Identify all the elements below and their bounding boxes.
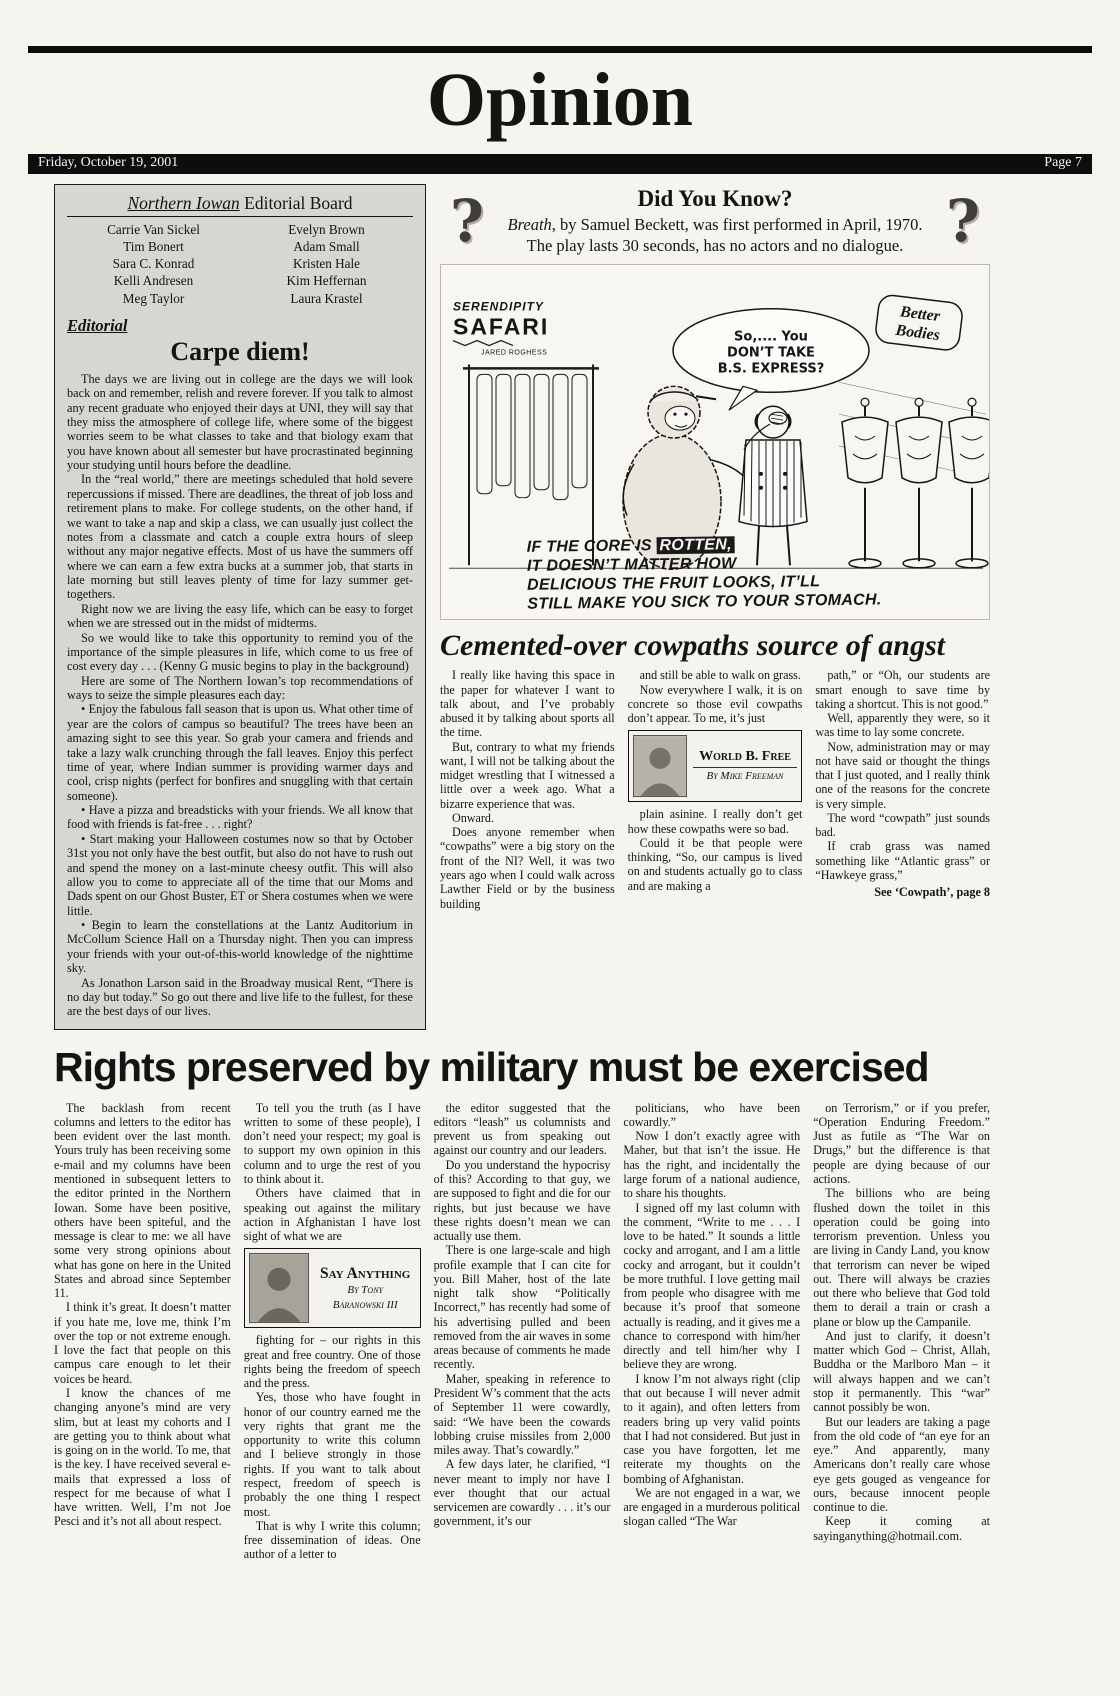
article-paragraph: the editor suggested that the editors “leash” us columnists and prevent us from speaking out against our country and our leaders. <box>433 1100 611 1158</box>
article-paragraph: I think it’s great. It doesn’t matter if you hate me, love me, think I’m over the top or not extreme enough. I love the fact that people on this campus care enough to let their voices be heard. <box>54 1300 231 1386</box>
cowpath-article <box>440 629 990 911</box>
svg-text:SERENDIPITY: SERENDIPITY <box>453 300 544 314</box>
article-paragraph: The billions who are being flushed down the toilet in this operation could be going into terrorism prevention. Unless you are living in Candy Land, you know that terrorism can never be wiped out. There will always be crazies out there who believe that God told them to derail a train or crash a plane or blow up the Campanile. <box>813 1186 990 1329</box>
did-you-know-title: Did You Know? <box>637 186 793 211</box>
column-title: World B. Free <box>699 749 791 765</box>
article-paragraph: If crab grass was named something like “Atlantic grass” or “Hawkeye grass,” <box>815 839 991 882</box>
cowpath-column-1 <box>440 668 615 911</box>
article-paragraph: Now, administration may or may not have said or thought the things that I just quoted, and I really think one of the reasons for the concrete is very simple. <box>815 739 991 811</box>
article-paragraph: Onward. <box>452 810 494 825</box>
svg-text:SAFARI: SAFARI <box>453 313 550 340</box>
date-bar <box>28 154 1092 174</box>
column-byline: By Mike Freeman <box>693 767 798 783</box>
did-you-know-body: , by Samuel Beckett, was first performed in April, 1970. The play lasts 30 seconds, has no actors and no dialogue. <box>526 215 923 255</box>
article-paragraph: Does anyone remember when “cowpaths” were a big story on the front of the NI? Well, it was two years ago when I could walk across Lawther Field or by the business building <box>440 825 615 911</box>
article-paragraph: But, contrary to what my friends want, I will not be talking about the midget wrestling that I witnessed a little over a week ago. What a bizarre experience that was. <box>440 739 615 811</box>
column-byline: By Tony <box>347 1283 383 1296</box>
article-paragraph: That is why I write this column; free dissemination of ideas. One author of a letter to <box>243 1518 421 1562</box>
board-members-right <box>240 221 413 307</box>
board-member: Kelli Andresen <box>113 273 194 289</box>
editorial-paragraph: In the “real world,” there are meetings scheduled that hold severe repercussions if missed. There are deadlines, the threat of job loss and retirement plans to make. For college students, on the other hand, if we want to take a nap and skip a class, we can usually just collect the notes from a classmate and catch a couple extra hours of sleep without any major negative effects. Most of us have the summers off where we can earn a few extra bucks at a summer job, that starts in late morning but still leaves plenty of time for lazy summer get-togethers. <box>67 472 413 602</box>
article-paragraph: A few days later, he clarified, “I never meant to imply nor have I ever thought that our actual servicemen are cowardly . . . it’s our government, it’s our <box>433 1457 611 1529</box>
article-paragraph: Now everywhere I walk, it is on concrete so those evil cowpaths don’t appear. To me, it’s just <box>627 682 803 726</box>
cartoon-caption <box>527 533 988 614</box>
right-column <box>440 184 990 911</box>
columnist-credit <box>693 749 798 784</box>
editorial-paragraph: • Begin to learn the constellations at the Lantz Auditorium in McCollum Science Hall on a Thursday night. Then you can impress your friends with your out-of-this-world knowledge of the nighttime sky. <box>67 918 413 976</box>
editorial-paragraph: • Start making your Halloween costumes now so that by October 31st you not only have the best outfit, but also do not have to rush out and spend the money on a last-minute cheesy outfit. This will also allow you to come to appreciate all of the time that our Moms and Dads spent on our Ghost Buster, ET or Shera costumes when we were little. <box>67 831 413 918</box>
editorial-paragraph: As Jonathon Larson said in the Broadway musical Rent, “There is no day but today.” So go out there and live life to the fullest, for these are the best days of our lives. <box>67 975 413 1019</box>
board-title-rest: Editorial Board <box>239 193 353 213</box>
work-title: Breath <box>507 215 552 234</box>
section-title: Opinion <box>426 58 694 142</box>
board-member: Meg Taylor <box>122 290 185 306</box>
top-rule <box>28 46 1092 53</box>
editorial-kicker: Editorial <box>67 315 128 335</box>
upper-section <box>54 184 990 1030</box>
column-text <box>628 668 803 725</box>
caption-line: IT DOESN’T MATTER HOW <box>526 554 737 575</box>
board-member: Laura Krastel <box>290 290 363 306</box>
article-paragraph: I signed off my last column with the comment, “Write to me . . . I love to be hated.” It sounds a little cocky and arrogant, and I am a little cocky and arrogant, but it couldn’t be more truthful. I love getting mail from people who disagree with me because it’s proof that someone actually is reading, and it gives me a chance to correspond with him/her directly and tell him/her why I believe they are wrong. <box>623 1200 801 1372</box>
article-paragraph: plain asinine. I really don’t get how these cowpaths were so bad. <box>627 807 803 836</box>
svg-text:So,.... You: So,.... You <box>734 329 808 345</box>
article-paragraph: Could it be that people were thinking, “So, our campus is lived on and students actually go to class and are making a <box>627 835 803 893</box>
svg-text:Better: Better <box>899 303 941 326</box>
board-member: Kristen Hale <box>292 256 360 272</box>
shop-sign <box>874 294 963 352</box>
caption-line: STILL MAKE YOU SICK TO YOUR STOMACH. <box>527 590 882 613</box>
article-paragraph: Others have claimed that in speaking out against the military action in Afghanistan I have lost sight of what we are <box>243 1186 421 1244</box>
svg-text:Bodies: Bodies <box>894 322 941 345</box>
did-you-know-text <box>505 215 925 256</box>
column-byline: Baranowski III <box>332 1298 398 1311</box>
column-text <box>628 807 803 893</box>
board-member: Evelyn Brown <box>288 222 365 237</box>
article-paragraph: politicians, who have been cowardly.” <box>623 1100 801 1129</box>
rights-column-2 <box>244 1101 421 1562</box>
article-paragraph: To tell you the truth (as I have written to some of these people), I don’t need your respect; my goal is to support my own opinion in this column and to urge the rest of you to think about it. <box>243 1100 421 1186</box>
board-member: Tim Bonert <box>123 239 184 255</box>
rights-columns <box>54 1101 990 1562</box>
article-paragraph: Maher, speaking in reference to President W’s comment that the acts of September 11 were cowardly, said: “We have been the cowards lobbing cruise missiles from 2,000 miles away. That’s cowardly.” <box>433 1371 611 1458</box>
editorial-paragraph: Here are some of The Northern Iowan’s top recommendations of ways to seize the simple pleasures each day: <box>67 673 413 703</box>
column-text <box>815 668 990 882</box>
columnist-credit <box>315 1265 416 1312</box>
columnist-info-box <box>628 730 803 802</box>
column-title: Say Anything <box>320 1264 411 1282</box>
article-paragraph: There is one large-scale and high profile example that I can cite for you. Bill Maher, host of the late night talk show “Politically Incorrect,” has recently had some of his advertising pulled and been removed from the air waves in some areas because of comments he made recently. <box>433 1243 611 1372</box>
board-member: Sara C. Konrad <box>112 256 195 272</box>
editorial-paragraph: • Have a pizza and breadsticks with your friends. We all know that food with friends is fat-free . . . right? <box>67 803 413 832</box>
editorial-headline: Carpe diem! <box>170 336 310 366</box>
svg-text:B.S. EXPRESS?: B.S. EXPRESS? <box>717 361 825 377</box>
board-member: Kim Heffernan <box>286 273 367 289</box>
column-text <box>244 1333 421 1561</box>
cowpath-headline: Cemented-over cowpaths source of angst <box>440 629 945 663</box>
rights-column-5 <box>813 1101 990 1562</box>
article-paragraph: I know I’m not always right (clip that out because I will never admit to it again), and often letters from readers bring up very valid points that I had not considered. But just in case you have forgotten, let me reiterate my thoughts on the bombing of Afghanistan. <box>623 1371 801 1486</box>
editorial-paragraph: Right now we are living the easy life, which can be easy to forget when we are stressed out in the midst of midterms. <box>67 601 413 631</box>
question-mark-icon: ? <box>946 187 980 255</box>
paper-name: Northern Iowan <box>127 193 240 213</box>
editorial-paragraph: So we would like to take this opportunity to remind you of the importance of the simple pleasures in life, which come to us free of cost every day . . . (Kenny G music begins to play in the background) <box>67 630 413 674</box>
article-paragraph: and still be able to walk on grass. <box>639 668 801 683</box>
article-paragraph: The word “cowpath” just sounds bad. <box>815 810 991 840</box>
board-member: Carrie Van Sickel <box>107 222 200 237</box>
editorial-board-title <box>67 193 413 217</box>
question-mark-icon: ? <box>450 187 484 255</box>
board-member-list <box>67 221 413 307</box>
article-paragraph: fighting for – our rights in this great and free country. One of those rights being the freedom of speech and the press. <box>243 1333 421 1391</box>
article-paragraph: We are not engaged in a war, we are engaged in a murderous political slogan called “The War <box>623 1485 801 1529</box>
page-content <box>54 184 990 1562</box>
article-paragraph: The backlash from recent columns and letters to the editor has been evident over the last month. Yours truly has been receiving some e-mail and my columns have been mentioned in subsequent letters to the editor printed in the Northern Iowan. Some have been positive, others have been spiteful, and the message is clear to me: we all have some very strong opinions about what has gone on here in the United States and abroad since September 11. <box>54 1100 231 1301</box>
rights-headline: Rights preserved by military must be exercised <box>54 1043 929 1090</box>
article-paragraph: Well, apparently they were, so it was time to lay some concrete. <box>815 711 991 740</box>
column-text <box>244 1101 421 1244</box>
rights-column-3 <box>434 1101 611 1562</box>
editorial-body <box>67 372 413 1019</box>
article-paragraph: Do you understand the hypocrisy of this? According to that guy, we are supposed to fight and die for our rights, but just because we have these rights doesn’t mean we can actually use them. <box>433 1157 611 1244</box>
article-paragraph: I really like having this space in the paper for whatever I want to talk about, and I’ve probably abused it by talking about sports all the time. <box>440 668 615 740</box>
editorial-paragraph: • Enjoy the fabulous fall season that is upon us. What other time of year are the colors of campus so beautiful? The trees have been an amazing sight to see this year. So grab your camera and friends and take a lazy walk crunching through the fall leaves. Enjoy this perfect time of year, where Indian summer is providing warmer days and cool, crisp nights (perfect for bonfires and snuggling with that certain someone). <box>67 702 413 803</box>
editorial-cartoon <box>440 264 990 620</box>
svg-text:JARED ROGHESS: JARED ROGHESS <box>481 349 548 357</box>
editorial-paragraph: The days we are living out in college are the days we will look back on and remember, relish and revere forever. If you talk to almost any recent graduate who enjoyed their days at UNI, they will say that they miss the atmosphere of college life, where some of the biggest worries seem to be what classes to take and that biology exam that you have known about all semester but have procrastinated beginning your studying until hours before the deadline. <box>67 371 413 473</box>
article-paragraph: on Terrorism,” or if you prefer, “Operation Enduring Freedom.” Just as futile as “The War on Drugs,” but the difference is that people are dying because of our actions. <box>813 1100 990 1186</box>
cowpath-column-3 <box>815 668 990 911</box>
board-members-left <box>67 221 240 307</box>
page-number: Page 7 <box>1044 155 1082 170</box>
article-paragraph: But our leaders are taking a page from the old code of “an eye for an eye.” And apparently, many Americans don’t really care whose eye gets gouged as vengeance for ours, because innocent people continue to die. <box>813 1414 990 1515</box>
jump-line: See ‘Cowpath’, page 8 <box>874 885 991 900</box>
article-paragraph: path,” or “Oh, our students are smart enough to save time by taking a shortcut. This is not good.” <box>815 668 991 711</box>
caption-line: DELICIOUS THE FRUIT LOOKS, IT’LL <box>527 572 821 594</box>
article-paragraph: I know the chances of me changing anyone’s mind are very slim, but at least my cohorts and I are getting you to think about what is going on in the world. To me, that is the key. I have received several e-mails that expressed a loss of respect for me because of what I have written. Well, I’m not Joe Pesci and it’s not all about respect. <box>54 1385 231 1529</box>
rights-column-1 <box>54 1101 231 1562</box>
did-you-know <box>440 184 990 256</box>
issue-date: Friday, October 19, 2001 <box>38 155 179 170</box>
board-member: Adam Small <box>293 239 360 255</box>
rights-column-4 <box>623 1101 800 1562</box>
rights-article <box>54 1044 990 1562</box>
article-paragraph: And just to clarify, it doesn’t matter which God – Christ, Allah, Buddha or the Marlboro Man – it will always happen and we can’t stop it permanently. This “war” cannot possibly be won. <box>813 1328 990 1415</box>
columnist-photo <box>633 735 687 797</box>
columnist-info-box <box>244 1248 421 1328</box>
svg-text:DON’T TAKE: DON’T TAKE <box>727 345 815 361</box>
article-paragraph: Yes, those who have fought in honor of our country earned me the very rights that grant me the opportunity to write this column and I believe strongly in those rights. If you want to talk about respect, freedom of speech is probably the one thing I respect most. <box>243 1390 421 1519</box>
editorial-board-box <box>54 184 426 1030</box>
article-paragraph: Now I don’t exactly agree with Maher, but that isn’t the issue. He has the right, and incidentally the large forum of a national audience, to share his thoughts. <box>623 1129 801 1201</box>
caption-highlight: ROTTEN, <box>656 536 735 554</box>
caption-text: IF THE CORE IS <box>526 536 657 556</box>
cowpath-columns <box>440 668 990 911</box>
article-paragraph: Keep it coming at sayinganything@hotmail.com. <box>813 1514 990 1543</box>
cowpath-column-2 <box>628 668 803 911</box>
columnist-photo <box>249 1253 309 1323</box>
